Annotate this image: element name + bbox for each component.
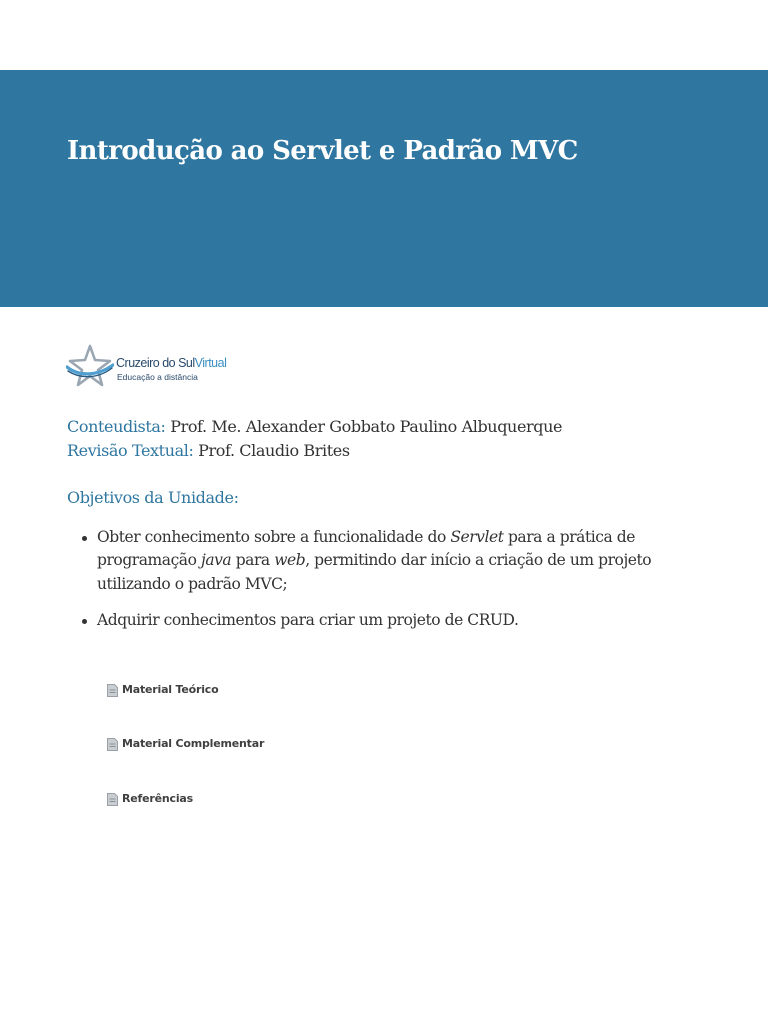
star-orbit-logo-icon: [66, 343, 114, 389]
logo-tagline: Educação a distância: [117, 372, 198, 382]
institution-logo: [66, 343, 246, 389]
objective-text: para a prática de programação: [97, 528, 635, 570]
author-name: Prof. Me. Alexander Gobbato Paulino Albuquerque: [170, 417, 563, 436]
author-label: Conteudista:: [67, 417, 166, 436]
document-icon: [107, 738, 118, 751]
header-banner: [0, 70, 768, 307]
author-line: [67, 415, 562, 439]
objective-text: Obter conhecimento sobre a funcionalidade do: [97, 528, 451, 546]
logo-name-primary: Cruzeiro do Sul: [116, 356, 195, 370]
list-item: [97, 526, 697, 596]
logo-wordmark: [116, 356, 226, 370]
logo-name-secondary: Virtual: [194, 356, 227, 370]
objective-text: para: [231, 551, 275, 570]
objectives-heading: Objetivos da Unidade:: [67, 488, 239, 507]
reviewer-label: Revisão Textual:: [67, 440, 194, 460]
credits-block: [67, 415, 562, 462]
list-item: [97, 609, 697, 632]
reviewer-name: Prof. Claudio Brites: [198, 440, 350, 460]
document-icon: [107, 793, 118, 806]
objective-text: Adquirir conhecimentos para criar um projeto de CRUD.: [97, 610, 519, 629]
page-title: Introdução ao Servlet e Padrão MVC: [67, 136, 578, 166]
objective-emphasis: java: [200, 551, 232, 570]
document-icon: [107, 684, 118, 697]
objective-emphasis: web: [274, 551, 306, 570]
objective-text: , permitindo dar início a criação de um projeto utilizando o padrão MVC;: [97, 551, 652, 593]
link-label[interactable]: Referências: [122, 792, 193, 805]
link-label[interactable]: Material Teórico: [122, 683, 219, 696]
link-label[interactable]: Material Complementar: [122, 737, 265, 750]
objective-emphasis: Servlet: [450, 528, 504, 546]
objectives-list: [97, 526, 697, 645]
reviewer-line: [67, 439, 562, 463]
